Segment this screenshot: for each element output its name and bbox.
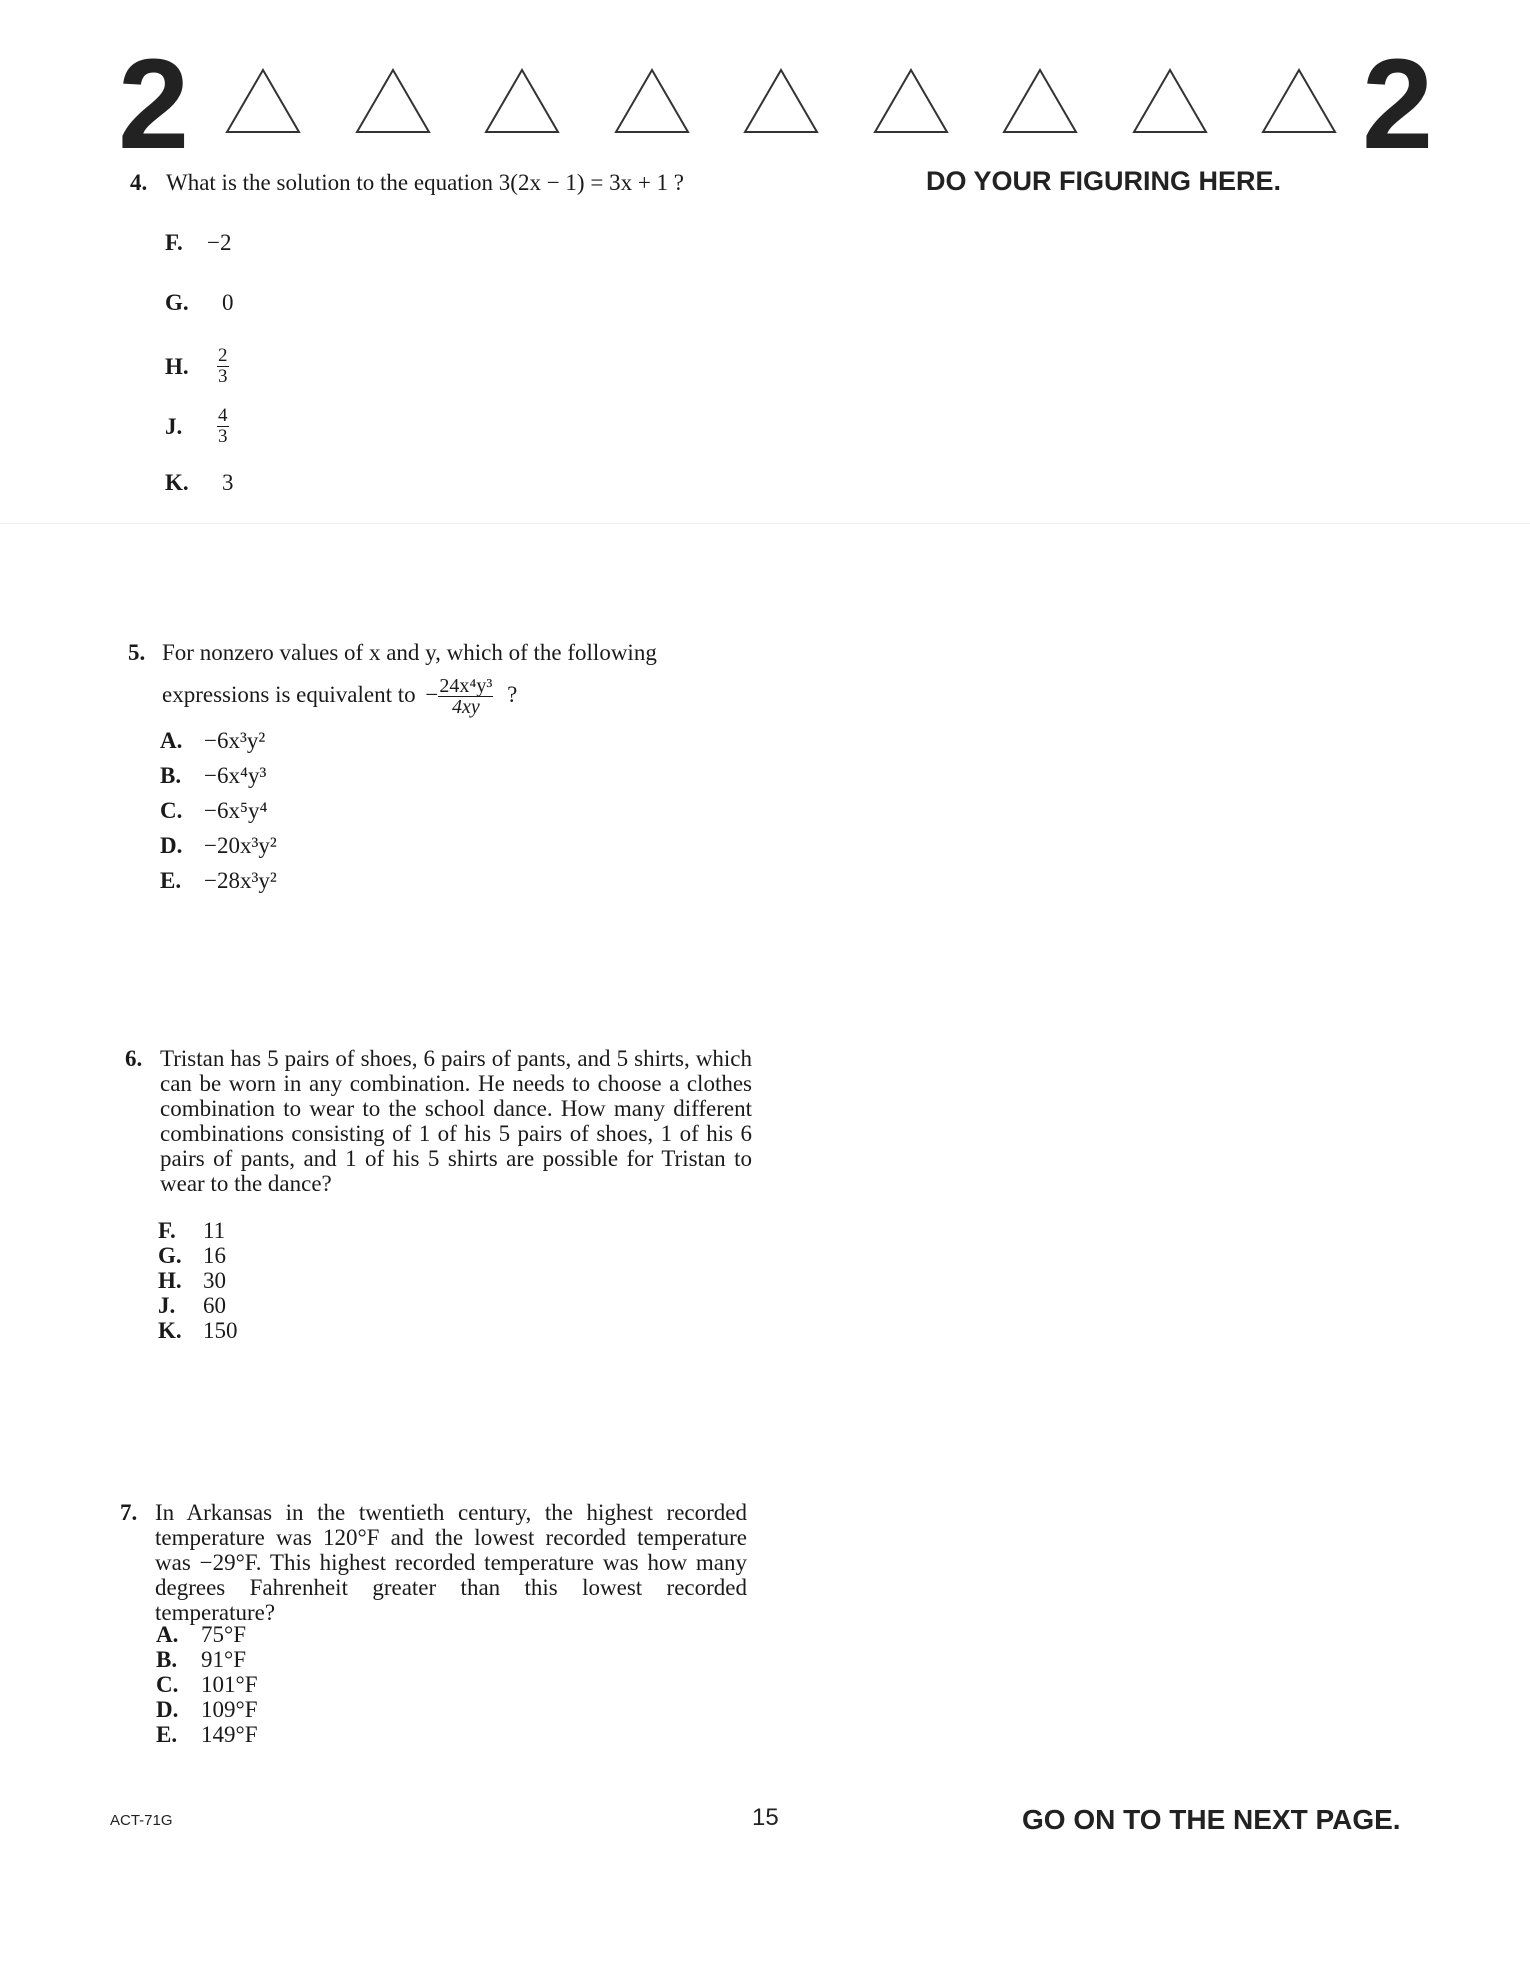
option-value: −28x³y² xyxy=(204,868,277,893)
question-6 xyxy=(125,1046,755,1226)
fraction xyxy=(217,346,229,387)
option-g[interactable] xyxy=(165,290,234,315)
option-value: 101°F xyxy=(201,1672,258,1697)
option-label: D. xyxy=(160,833,183,858)
footer-code: ACT-71G xyxy=(110,1812,173,1829)
option-label: K. xyxy=(158,1318,182,1343)
question-number: 6. xyxy=(125,1046,143,1071)
question-4 xyxy=(130,170,770,200)
option-e[interactable] xyxy=(160,868,277,893)
question-7 xyxy=(120,1500,750,1630)
triangle-outline-icon xyxy=(742,66,820,136)
option-f[interactable] xyxy=(165,230,231,255)
option-j[interactable] xyxy=(158,1293,226,1318)
option-label: G. xyxy=(158,1243,182,1268)
question-stem: What is the solution to the equation 3(2x − 1) = 3x + 1 ? xyxy=(166,170,684,195)
figuring-label: DO YOUR FIGURING HERE. xyxy=(926,166,1282,196)
option-value: 109°F xyxy=(201,1697,258,1722)
option-k[interactable] xyxy=(158,1318,238,1343)
question-stem-end: ? xyxy=(507,681,518,707)
section-number-left: 2 xyxy=(118,33,190,176)
next-page-label: GO ON TO THE NEXT PAGE. xyxy=(1022,1804,1401,1835)
option-value: −2 xyxy=(207,230,232,255)
fraction-numerator: 4 xyxy=(218,405,228,426)
triangle-outline-icon xyxy=(224,66,302,136)
question-stem: Tristan has 5 pairs of shoes, 6 pairs of pants, and 5 shirts, which can be worn in any combination. He needs to choose a clothes combination to wear to the school dance. How many different combinations consisting of 1 of his 5 pairs of shoes, 1 of his 6 pairs of pants, and 1 of his 5 shirts are possible for Tristan to wear to the dance? xyxy=(160,1046,752,1196)
option-label: D. xyxy=(156,1697,179,1722)
option-label: A. xyxy=(160,728,183,753)
option-value: −6x⁴y³ xyxy=(204,763,267,788)
option-b[interactable] xyxy=(160,763,266,788)
fraction xyxy=(217,406,229,447)
option-d[interactable] xyxy=(156,1697,258,1722)
question-stem-line2: expressions is equivalent to xyxy=(162,681,416,707)
option-value: 91°F xyxy=(201,1647,246,1672)
option-label: A. xyxy=(156,1622,179,1647)
option-e[interactable] xyxy=(156,1722,258,1747)
option-label: J. xyxy=(165,414,183,439)
fraction xyxy=(438,676,493,717)
option-value: 149°F xyxy=(201,1722,258,1747)
option-k[interactable] xyxy=(165,470,234,495)
triangle-outline-icon xyxy=(1260,66,1338,136)
option-value: 150 xyxy=(203,1318,238,1343)
option-value: 60 xyxy=(203,1293,226,1318)
option-g[interactable] xyxy=(158,1243,226,1268)
option-d[interactable] xyxy=(160,833,277,858)
question-stem-line1: For nonzero values of x and y, which of the following xyxy=(162,640,657,665)
option-label: E. xyxy=(160,868,182,893)
option-f[interactable] xyxy=(158,1218,225,1243)
option-c[interactable] xyxy=(156,1672,258,1697)
section-header xyxy=(0,33,1530,176)
fraction-numerator: 2 xyxy=(218,345,228,366)
option-j[interactable] xyxy=(165,406,229,447)
option-label: G. xyxy=(165,290,189,315)
triangle-outline-icon xyxy=(872,66,950,136)
option-value: −20x³y² xyxy=(204,833,277,858)
option-label: J. xyxy=(158,1293,176,1318)
question-stem-line2-row: expressions is equivalent to − $\frac{\text{24x⁴y³}}{4xy}$ ? xyxy=(162,675,518,718)
question-stem: In Arkansas in the twentieth century, the highest recorded temperature was 120°F and the lowest recorded temperature was −29°F. This highest recorded temperature was how many degrees Fahrenheit greater than this lowest recorded temperature? xyxy=(155,1500,747,1625)
fraction-denominator: 3 xyxy=(218,366,228,387)
option-value: −6x⁵y⁴ xyxy=(204,798,268,823)
triangle-outline-icon xyxy=(1001,66,1079,136)
option-b[interactable] xyxy=(156,1647,246,1672)
triangle-outline-icon xyxy=(1131,66,1209,136)
option-value: 16 xyxy=(203,1243,226,1268)
option-label: E. xyxy=(156,1722,178,1747)
question-number: 7. xyxy=(120,1500,138,1525)
option-value: 0 xyxy=(222,290,234,315)
fraction-denominator: 3 xyxy=(218,426,228,447)
option-value: 30 xyxy=(203,1268,226,1293)
option-c[interactable] xyxy=(160,798,268,823)
section-number-right: 2 xyxy=(1362,33,1434,176)
option-label: B. xyxy=(156,1647,178,1672)
option-label: B. xyxy=(160,763,182,788)
option-label: C. xyxy=(160,798,183,823)
option-label: H. xyxy=(165,354,189,379)
option-label: F. xyxy=(165,230,183,255)
divider xyxy=(0,523,1530,524)
question-5 xyxy=(128,640,768,730)
question-number: 5. xyxy=(128,640,146,665)
option-a[interactable] xyxy=(160,728,265,753)
option-label: F. xyxy=(158,1218,176,1243)
option-label: C. xyxy=(156,1672,179,1697)
option-value: 75°F xyxy=(201,1622,246,1647)
option-value: 3 xyxy=(222,470,234,495)
triangle-outline-icon xyxy=(613,66,691,136)
option-h[interactable] xyxy=(158,1268,226,1293)
triangle-outline-icon xyxy=(483,66,561,136)
option-value: 11 xyxy=(203,1218,226,1243)
fraction-denominator: 4xy xyxy=(451,696,480,718)
option-value: −6x³y² xyxy=(204,728,266,753)
page-number: 15 xyxy=(752,1804,779,1831)
option-a[interactable] xyxy=(156,1622,246,1647)
fraction-numerator: 24x⁴y³ xyxy=(439,675,493,697)
option-label: H. xyxy=(158,1268,182,1293)
option-h[interactable] xyxy=(165,346,229,387)
option-label: K. xyxy=(165,470,189,495)
question-number: 4. xyxy=(130,170,148,195)
triangle-outline-icon xyxy=(354,66,432,136)
